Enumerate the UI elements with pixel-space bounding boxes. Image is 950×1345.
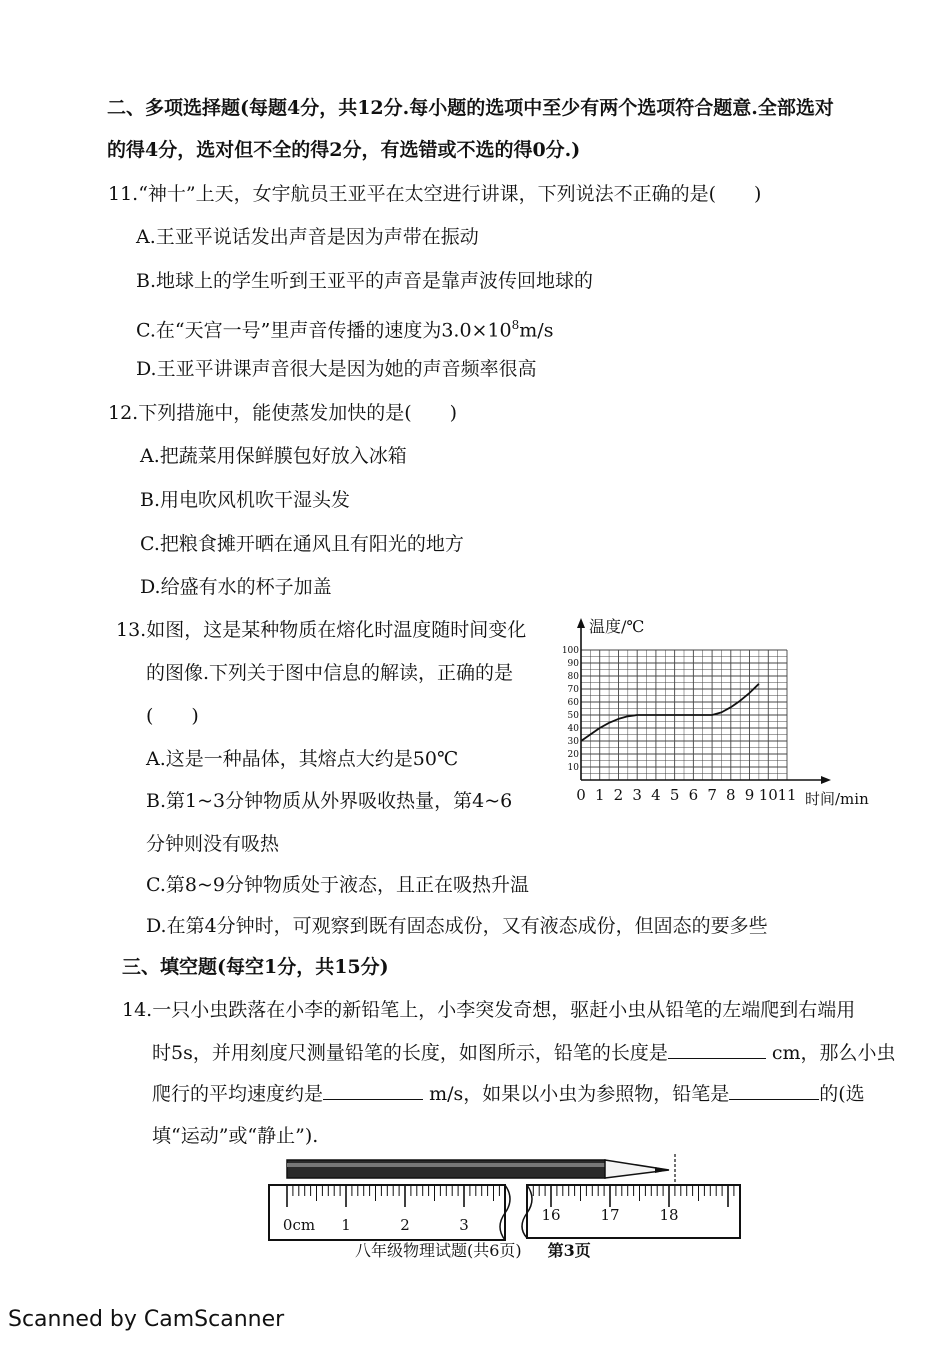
- chart-y-tick-label: 90: [567, 659, 579, 669]
- footer-exam-title: 八年级物理试题(共6页): [355, 1241, 522, 1260]
- chart-series: [581, 684, 759, 741]
- chart-x-tick-label: 9: [744, 786, 755, 804]
- ruler-label: 0cm: [282, 1216, 316, 1234]
- q11-option-c: [136, 313, 553, 342]
- q11-option-c-text: C.在“天宫一号”里声音传播的速度为3.0×10: [136, 319, 512, 342]
- q12-option-d: D.给盛有水的杯子加盖: [140, 576, 332, 598]
- section2-heading-line2: 的得4分，选对但不全的得2分，有选错或不选的得0分.): [107, 139, 581, 161]
- q14-line2-unit: cm，那么小虫: [771, 1042, 896, 1064]
- ruler-label: 3: [459, 1216, 469, 1234]
- q14-blank-length[interactable]: [668, 1040, 766, 1059]
- chart-x-tick-label: 10: [758, 786, 778, 804]
- chart-y-tick-label: 60: [567, 698, 579, 708]
- q11-option-c-exponent: 8: [511, 318, 520, 332]
- chart-x-tick-label: 2: [613, 786, 624, 804]
- chart-y-tick-label: 20: [567, 750, 579, 760]
- q13-option-d: D.在第4分钟时，可观察到既有固态成份，又有液态成份，但固态的要多些: [146, 915, 768, 937]
- q14-line3-text3: 的(选: [819, 1083, 865, 1105]
- pencil-ruler-figure: [265, 1150, 750, 1245]
- chart-y-tick-label: 10: [567, 763, 579, 773]
- chart-y-tick-label: 40: [567, 724, 579, 734]
- section3-heading: 三、填空题(每空1分，共15分): [122, 956, 389, 978]
- scanner-watermark: Scanned by CamScanner: [8, 1307, 285, 1332]
- chart-y-tick-label: 30: [567, 737, 579, 747]
- q13-stem-line1: 13.如图，这是某种物质在熔化时温度随时间变化: [116, 619, 527, 641]
- chart-y-tick-label: 80: [567, 672, 579, 682]
- q13-option-b-line2: 分钟则没有吸热: [146, 833, 280, 855]
- chart-x-tick-label: 7: [707, 786, 717, 804]
- chart-series-line: [581, 684, 759, 741]
- ruler-label: 18: [659, 1206, 679, 1224]
- chart-x-axis-arrow: [821, 776, 831, 784]
- chart-x-tick-label: 1: [594, 786, 605, 804]
- q14-blank-speed[interactable]: [323, 1081, 423, 1100]
- q14-line1: 14.一只小虫跌落在小李的新铅笔上，小李突发奇想，驱赶小虫从铅笔的左端爬到右端用: [122, 999, 856, 1021]
- q14-line3: [152, 1081, 865, 1106]
- q14-line3-text: 爬行的平均速度约是: [152, 1083, 324, 1105]
- chart-y-tick-label: 70: [567, 685, 579, 695]
- chart-y-axis-arrow: [577, 618, 585, 628]
- q14-line2-text: 时5s，并用刻度尺测量铅笔的长度，如图所示，铅笔的长度是: [152, 1042, 668, 1064]
- chart-x-tick-label: 11: [777, 786, 797, 804]
- q12-stem: 12.下列措施中，能使蒸发加快的是( ): [108, 402, 458, 424]
- chart-x-tick-label: 8: [726, 786, 736, 804]
- q11-option-d: D.王亚平讲课声音很大是因为她的声音频率很高: [136, 358, 537, 380]
- q12-option-c: C.把粮食摊开晒在通风且有阳光的地方: [140, 533, 464, 555]
- pencil: [287, 1154, 675, 1184]
- q13-stem-line3: ( ): [146, 705, 199, 727]
- q12-option-a: A.把蔬菜用保鲜膜包好放入冰箱: [140, 445, 407, 467]
- q11-option-c-unit: m/s: [519, 319, 554, 342]
- q14-line2: [152, 1040, 896, 1065]
- q13-option-a: A.这是一种晶体，其熔点大约是50℃: [146, 748, 459, 770]
- chart-x-tick-label: 5: [669, 786, 680, 804]
- q11-option-b: B.地球上的学生听到王亚平的声音是靠声波传回地球的: [136, 270, 594, 292]
- q14-line4: 填“运动”或“静止”).: [152, 1125, 319, 1147]
- ruler-label: 1: [341, 1216, 351, 1234]
- q13-option-b-line1: B.第1~3分钟物质从外界吸收热量，第4~6: [146, 790, 513, 812]
- chart-y-axis-label: 温度/℃: [589, 617, 645, 636]
- q13-option-c: C.第8~9分钟物质处于液态，且正在吸热升温: [146, 874, 529, 896]
- chart-x-tick-label: 6: [688, 786, 699, 804]
- chart-x-tick-label: 0: [576, 786, 586, 804]
- footer-page-number: 第3页: [547, 1241, 591, 1260]
- chart-x-tick-label: 4: [651, 786, 661, 804]
- ruler-label: 16: [541, 1206, 561, 1224]
- chart-x-axis-label: 时间/min: [805, 790, 869, 808]
- chart-y-tick-label: 50: [567, 711, 579, 721]
- ruler-label: 2: [400, 1216, 410, 1234]
- chart-x-tick-label: 3: [632, 786, 642, 804]
- q12-option-b: B.用电吹风机吹干湿头发: [140, 489, 351, 511]
- page-footer: [355, 1238, 591, 1261]
- melting-curve-chart: [561, 612, 895, 812]
- chart-y-tick-label: 100: [561, 646, 579, 656]
- section2-heading-line1: 二、多项选择题(每题4分，共12分.每小题的选项中至少有两个选项符合题意.全部选对: [107, 97, 834, 119]
- q14-line3-text2: m/s，如果以小虫为参照物，铅笔是: [429, 1083, 730, 1105]
- q11-stem: 11.“神十”上天，女宇航员王亚平在太空进行讲课，下列说法不正确的是( ): [108, 183, 762, 205]
- q13-stem-line2: 的图像.下列关于图中信息的解读，正确的是: [146, 662, 514, 684]
- q11-option-a: A.王亚平说话发出声音是因为声带在振动: [136, 226, 479, 248]
- ruler-label: 17: [600, 1206, 620, 1224]
- chart-axes: [577, 618, 831, 784]
- q14-blank-motion[interactable]: [729, 1081, 819, 1100]
